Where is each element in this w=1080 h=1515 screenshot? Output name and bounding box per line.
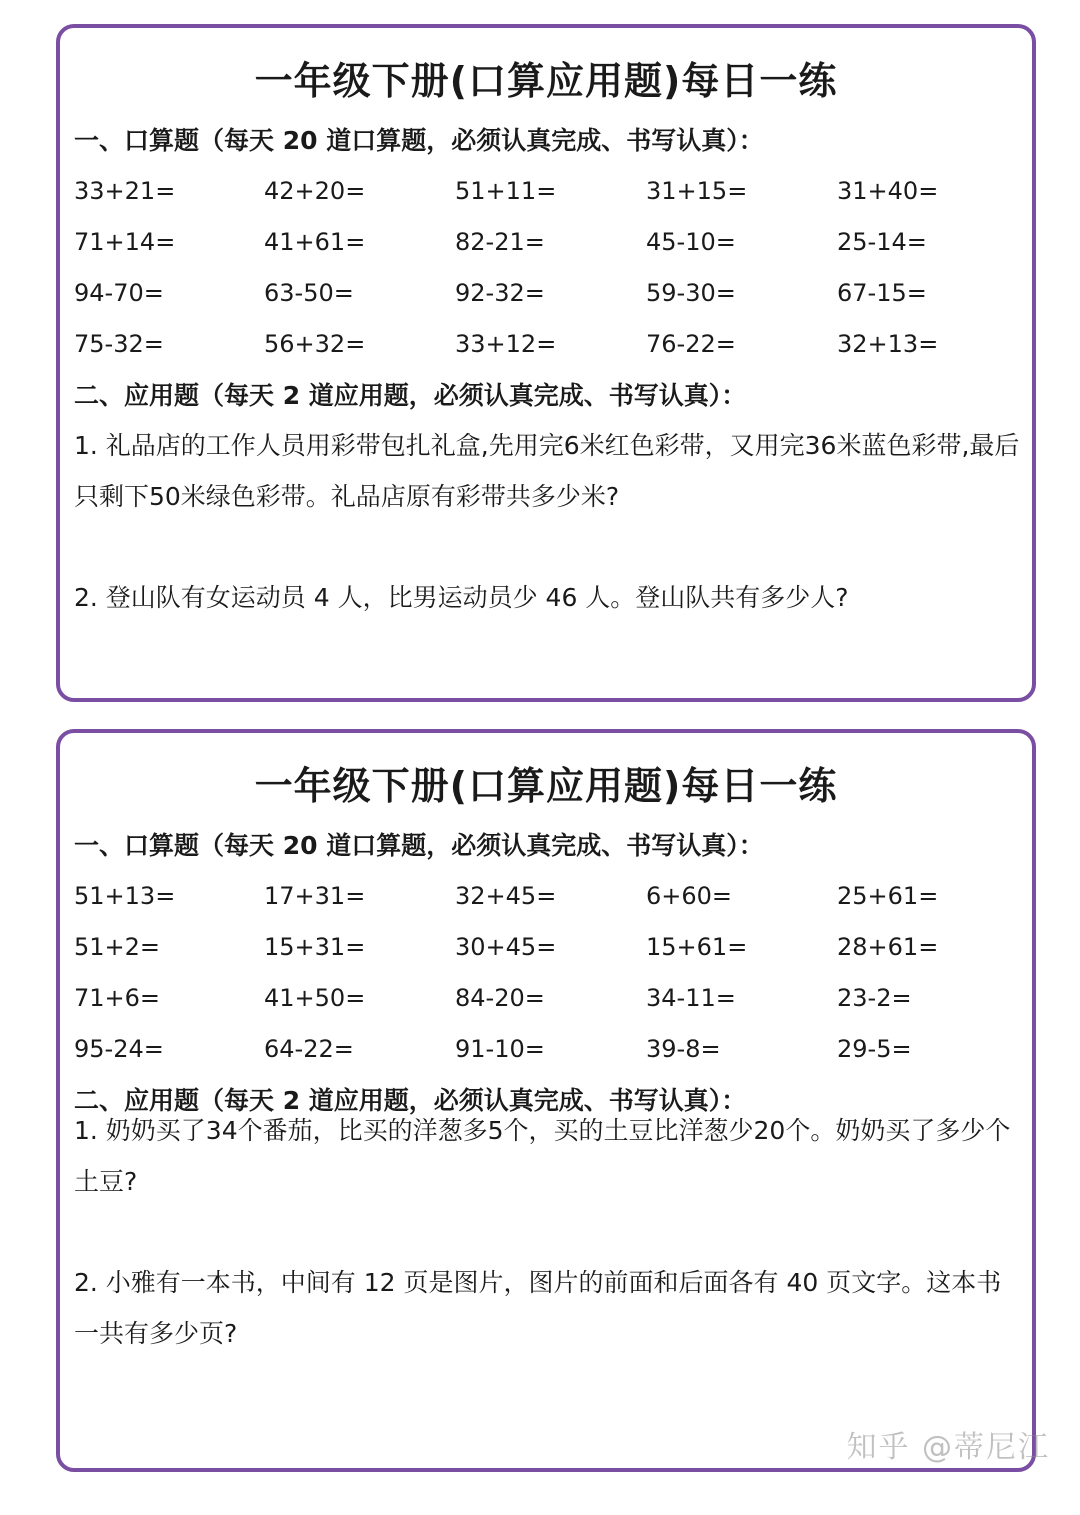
math-problem: 41+61=: [264, 228, 366, 256]
section-heading-mental-math: 一、口算题（每天 20 道口算题，必须认真完成、书写认真）：: [74, 831, 764, 860]
math-problem: 59-30=: [646, 279, 736, 307]
word-problem-2: 2. 登山队有女运动员 4 人，比男运动员少 46 人。登山队共有多少人?: [74, 583, 849, 612]
math-problem: 91-10=: [455, 1035, 545, 1063]
math-problem: 29-5=: [837, 1035, 912, 1063]
problem-row: [74, 327, 1034, 378]
math-problem: 15+61=: [646, 933, 748, 961]
word-problem-2: 2. 小雅有一本书，中间有 12 页是图片，图片的前面和后面各有 40 页文字。这本书一共有多少页?: [74, 1268, 1002, 1348]
problem-row: [74, 225, 1034, 276]
math-problem: 51+2=: [74, 933, 161, 961]
math-problem: 45-10=: [646, 228, 736, 256]
worksheet-panel-1: [56, 24, 1036, 702]
math-problem: 42+20=: [264, 177, 366, 205]
problem-row: [74, 879, 1034, 930]
math-problem: 17+31=: [264, 882, 366, 910]
section-heading-word-problems: 二、应用题（每天 2 道应用题，必须认真完成、书写认真）：: [74, 1086, 747, 1115]
math-problem: 84-20=: [455, 984, 545, 1012]
math-problem: 32+13=: [837, 330, 939, 358]
mental-math-grid: [74, 174, 1034, 378]
math-problem: 31+15=: [646, 177, 748, 205]
math-problem: 63-50=: [264, 279, 354, 307]
math-problem: 28+61=: [837, 933, 939, 961]
problem-row: [74, 276, 1034, 327]
math-problem: 67-15=: [837, 279, 927, 307]
math-problem: 51+11=: [455, 177, 557, 205]
math-problem: 95-24=: [74, 1035, 164, 1063]
math-problem: 25+61=: [837, 882, 939, 910]
math-problem: 92-32=: [455, 279, 545, 307]
math-problem: 33+12=: [455, 330, 557, 358]
mental-math-grid: [74, 879, 1034, 1083]
math-problem: 30+45=: [455, 933, 557, 961]
problem-row: [74, 174, 1034, 225]
section-heading-word-problems: 二、应用题（每天 2 道应用题，必须认真完成、书写认真）：: [74, 381, 747, 410]
math-problem: 23-2=: [837, 984, 912, 1012]
math-problem: 39-8=: [646, 1035, 721, 1063]
math-problem: 71+6=: [74, 984, 161, 1012]
zhihu-watermark: 知乎 @蒂尼江: [846, 1430, 1050, 1465]
math-problem: 32+45=: [455, 882, 557, 910]
math-problem: 41+50=: [264, 984, 366, 1012]
math-problem: 15+31=: [264, 933, 366, 961]
section-heading-mental-math: 一、口算题（每天 20 道口算题，必须认真完成、书写认真）：: [74, 126, 764, 155]
math-problem: 56+32=: [264, 330, 366, 358]
math-problem: 6+60=: [646, 882, 733, 910]
worksheet-title: 一年级下册(口算应用题)每日一练: [254, 764, 838, 808]
math-problem: 94-70=: [74, 279, 164, 307]
math-problem: 64-22=: [264, 1035, 354, 1063]
math-problem: 71+14=: [74, 228, 176, 256]
worksheet-title: 一年级下册(口算应用题)每日一练: [254, 59, 838, 103]
math-problem: 75-32=: [74, 330, 164, 358]
problem-row: [74, 1032, 1034, 1083]
math-problem: 51+13=: [74, 882, 176, 910]
math-problem: 34-11=: [646, 984, 736, 1012]
word-problem-1: 1. 礼品店的工作人员用彩带包扎礼盒,先用完6米红色彩带，又用完36米蓝色彩带,最后只剩下50米绿色彩带。礼品店原有彩带共多少米?: [74, 431, 1020, 511]
math-problem: 33+21=: [74, 177, 176, 205]
problem-row: [74, 981, 1034, 1032]
word-problem-1: 1. 奶奶买了34个番茄，比买的洋葱多5个，买的土豆比洋葱少20个。奶奶买了多少个土豆?: [74, 1116, 1011, 1196]
worksheet-panel-2: [56, 729, 1036, 1472]
math-problem: 25-14=: [837, 228, 927, 256]
math-problem: 31+40=: [837, 177, 939, 205]
math-problem: 82-21=: [455, 228, 545, 256]
math-problem: 76-22=: [646, 330, 736, 358]
problem-row: [74, 930, 1034, 981]
